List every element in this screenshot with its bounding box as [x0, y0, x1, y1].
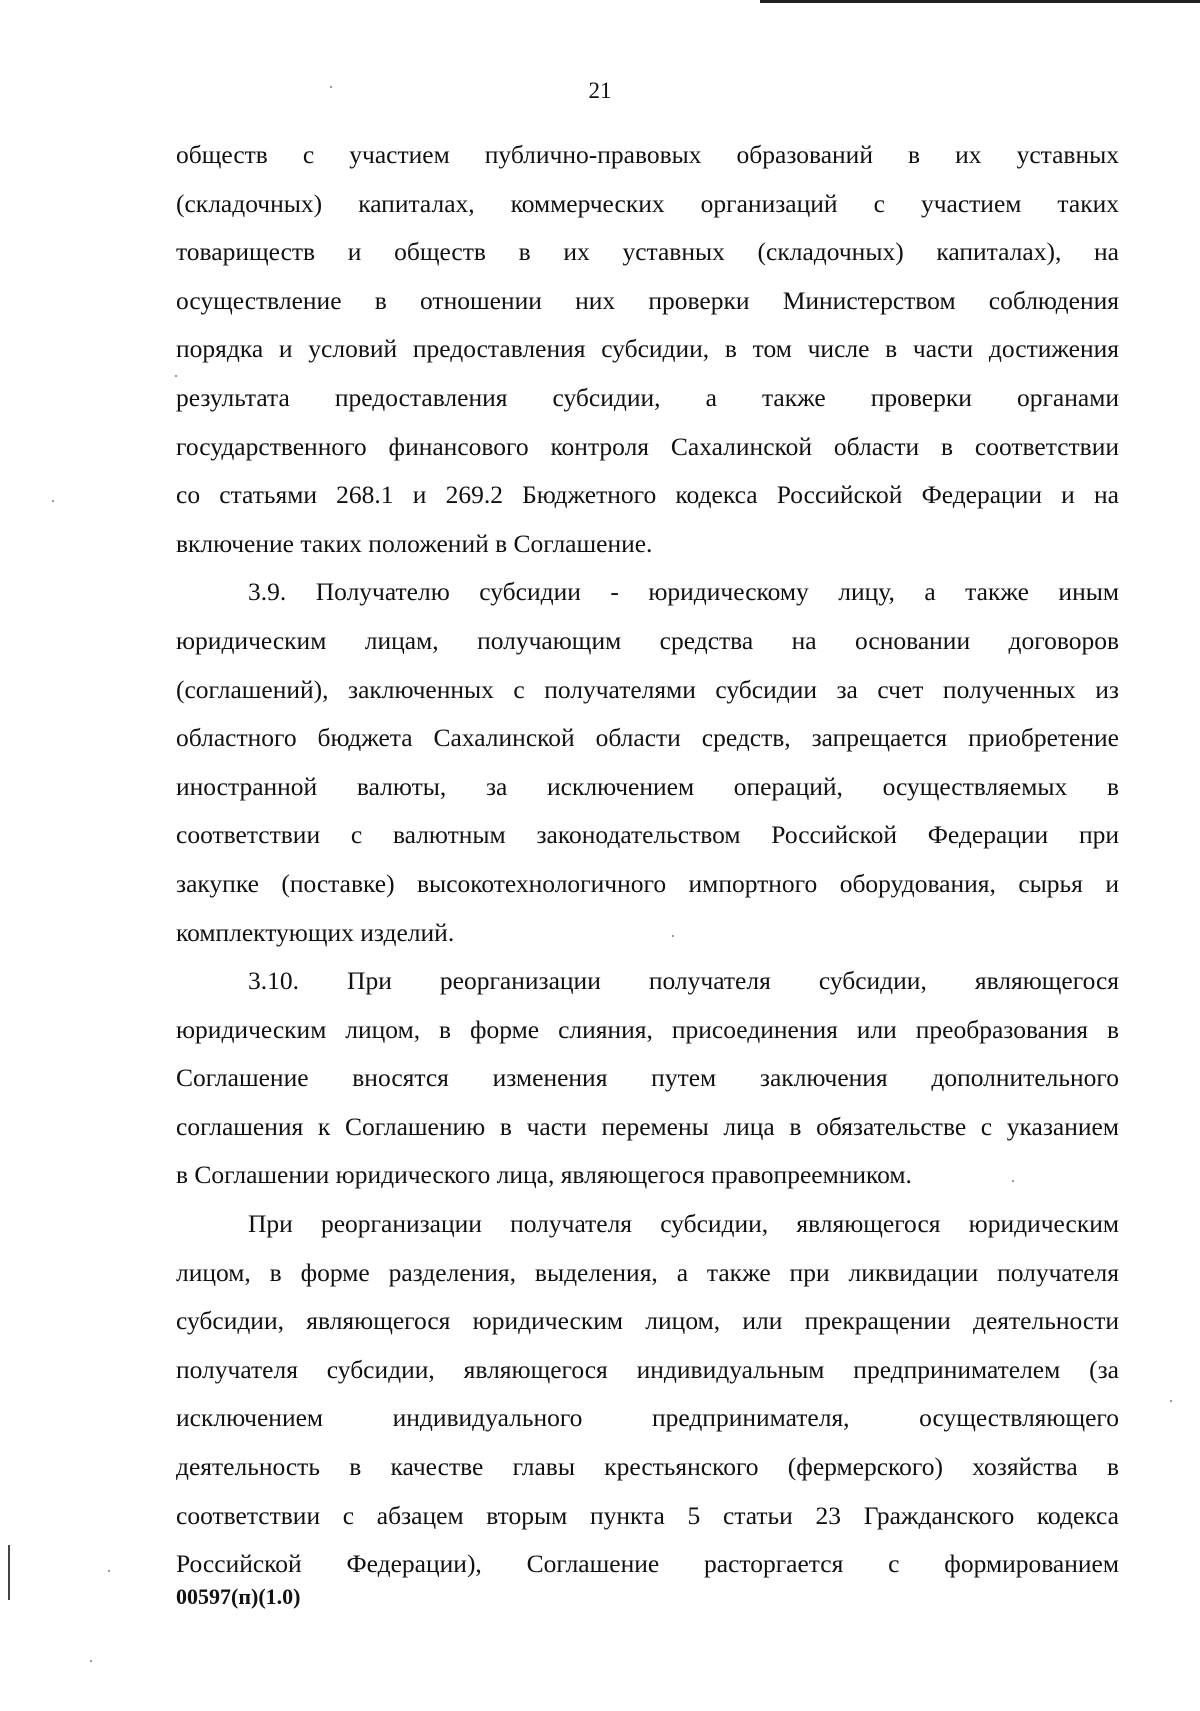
text-line: исключением индивидуального предпринимателя, осуществляющего: [176, 1403, 1119, 1433]
text-line: иностранной валюты, за исключением операций, осуществляемых в: [176, 771, 1119, 801]
text-line: включение таких положений в Соглашение.: [176, 528, 653, 558]
text-line: (соглашений), заключенных с получателями субсидии за счет полученных из: [176, 674, 1119, 704]
text-line: комплектующих изделий.: [176, 917, 455, 947]
text-line: соглашения к Соглашению в части перемены лица в обязательстве с указанием: [176, 1111, 1119, 1141]
text-line: порядка и условий предоставления субсидии, в том числе в части достижения: [176, 334, 1119, 364]
top-edge-rule: [760, 0, 1200, 3]
text-line: результата предоставления субсидии, а также проверки органами: [176, 382, 1119, 412]
text-line: Соглашение вносятся изменения путем заключения дополнительного: [176, 1063, 1119, 1093]
scan-edge-mark: [8, 1545, 10, 1600]
text-line: юридическим лицом, в форме слияния, присоединения или преобразования в: [176, 1014, 1119, 1044]
text-line: (складочных) капиталах, коммерческих организаций с участием таких: [176, 188, 1119, 218]
text-line: 3.10. При реорганизации получателя субсидии, являющегося: [248, 966, 1119, 996]
paragraph-continuation: [176, 131, 1119, 568]
text-line: товариществ и обществ в их уставных (складочных) капиталах), на: [176, 237, 1119, 267]
scan-speck: [672, 935, 674, 937]
text-line: При реорганизации получателя субсидии, являющегося юридическим: [248, 1209, 1119, 1239]
text-line: обществ с участием публично-правовых образований в их уставных: [176, 140, 1119, 169]
page-number: 21: [588, 78, 612, 103]
text-line: соответствии с абзацем вторым пункта 5 статьи 23 Гражданского кодекса: [176, 1500, 1119, 1530]
text-line: в Соглашении юридического лица, являющегося правопреемником.: [176, 1160, 912, 1190]
paragraph-3-10: [176, 957, 1119, 1200]
document-code: 00597(п)(1.0): [176, 1584, 301, 1609]
text-line: субсидии, являющегося юридическим лицом, или прекращении деятельности: [176, 1306, 1119, 1336]
text-line: государственного финансового контроля Сахалинской области в соответствии: [176, 431, 1119, 461]
text-line: областного бюджета Сахалинской области средств, запрещается приобретение: [176, 723, 1119, 753]
text-line: осуществление в отношении них проверки Министерством соблюдения: [176, 285, 1119, 315]
text-line: со статьями 268.1 и 269.2 Бюджетного кодекса Российской Федерации и на: [176, 480, 1119, 510]
text-line: закупке (поставке) высокотехнологичного импортного оборудования, сырья и: [176, 868, 1119, 898]
text-line: соответствии с валютным законодательством Российской Федерации при: [176, 820, 1119, 850]
scan-speck: [52, 500, 54, 502]
paragraph-reorganization: [176, 1200, 1119, 1589]
scan-speck: [330, 86, 332, 88]
paragraph-3-9: [176, 568, 1119, 957]
text-line: деятельность в качестве главы крестьянского (фермерского) хозяйства в: [176, 1452, 1119, 1482]
scan-speck: [108, 1570, 110, 1572]
scan-speck: [1012, 1180, 1014, 1182]
scan-speck: [1170, 1400, 1172, 1402]
text-line: юридическим лицам, получающим средства на основании договоров: [176, 625, 1119, 655]
scan-speck: [90, 1660, 92, 1662]
text-line: 3.9. Получателю субсидии - юридическому лицу, а также иным: [248, 577, 1119, 607]
scan-speck: [175, 375, 177, 377]
document-body: [176, 131, 1119, 1589]
text-line: получателя субсидии, являющегося индивидуальным предпринимателем (за: [176, 1354, 1119, 1384]
text-line: Российской Федерации), Соглашение расторгается с формированием: [176, 1549, 1119, 1579]
text-line: лицом, в форме разделения, выделения, а также при ликвидации получателя: [176, 1257, 1119, 1287]
